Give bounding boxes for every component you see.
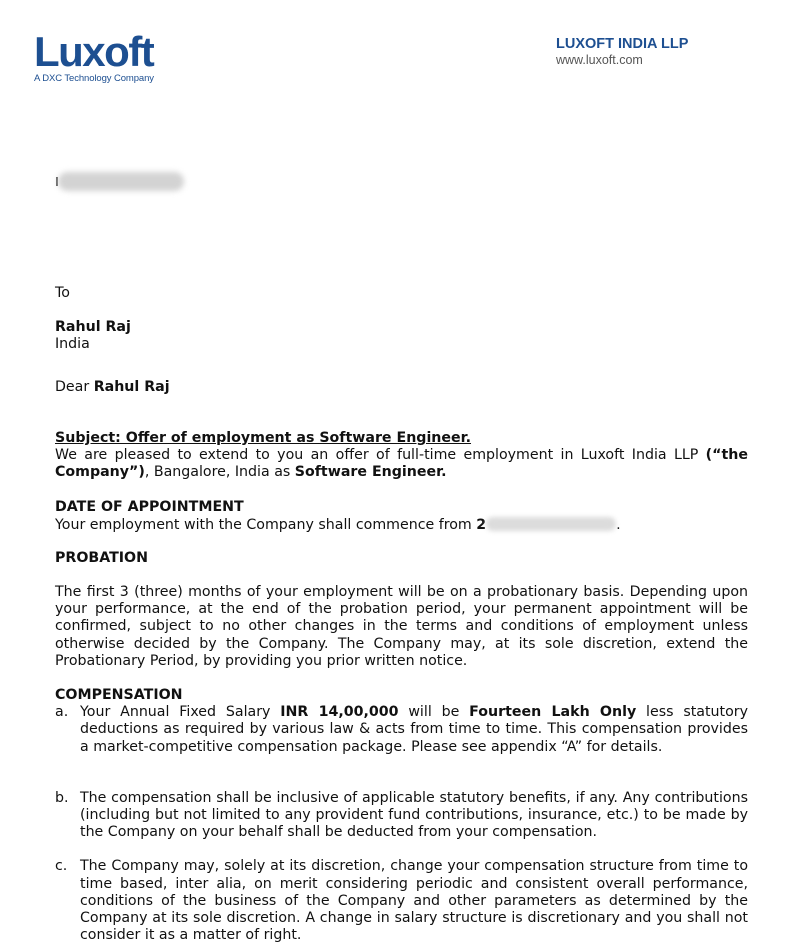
recipient-country: India bbox=[55, 336, 90, 353]
date-text: Your employment with the Company shall commence from bbox=[55, 516, 477, 533]
company-url: www.luxoft.com bbox=[556, 53, 643, 67]
compensation-item-a bbox=[55, 704, 748, 756]
compensation-item-c-text: The Company may, solely at its discretion, change your compensation structure from time to time based, inter alia, on merit considering periodic and consistent overall performance, conditions of the business of the Company and other parameters as determined by the Company at its sole discretion. A change in salary structure is discretionary and you shall not consider it as a matter of right. bbox=[80, 858, 748, 944]
salary-text-2: will be bbox=[398, 704, 470, 721]
date-visible: 2 bbox=[476, 516, 487, 533]
redacted-reference bbox=[58, 172, 184, 191]
intro-text-2: , Bangalore, India as bbox=[144, 464, 295, 481]
role-title: Software Engineer. bbox=[294, 464, 447, 481]
intro-paragraph bbox=[55, 447, 748, 481]
list-label: a. bbox=[55, 704, 69, 721]
company-quote: (“the Company”) bbox=[55, 447, 748, 481]
letter-body bbox=[55, 285, 748, 944]
recipient-name: Rahul Raj bbox=[55, 319, 131, 336]
salary-text-3: less statutory deductions as required by various law & acts from time to time. This compensation provides a market-competitive compensation package. Please see appendix “A” for details. bbox=[80, 704, 749, 755]
salutation bbox=[55, 379, 748, 396]
probation-paragraph: The first 3 (three) months of your employment will be on a probationary basis. Depending upon your performance, at the end of the probation period, your permanent appointment will be confirmed, subject to no other changes in the terms and conditions of employment unless otherwise decided by the Company. The Company may, at its sole discretion, extend the Probationary Period, by providing you prior written notice. bbox=[55, 584, 748, 669]
intro-text-1: We are pleased to extend to you an offer of full-time employment in Luxoft India LLP bbox=[55, 447, 706, 464]
salutation-prefix: Dear bbox=[55, 378, 94, 395]
salutation-name: Rahul Raj bbox=[93, 378, 170, 395]
date-heading: DATE OF APPOINTMENT bbox=[55, 499, 244, 516]
subject-line: Subject: Offer of employment as Software Engineer. bbox=[55, 429, 472, 446]
company-name: LUXOFT INDIA LLP bbox=[556, 36, 689, 52]
probation-heading: PROBATION bbox=[55, 549, 148, 566]
company-header bbox=[556, 36, 688, 68]
recipient-block bbox=[55, 319, 748, 353]
compensation-heading: COMPENSATION bbox=[55, 687, 183, 704]
logo-tagline: A DXC Technology Company bbox=[34, 73, 154, 84]
date-end: . bbox=[616, 516, 621, 533]
list-label: b. bbox=[55, 789, 69, 806]
redacted-date bbox=[486, 517, 616, 531]
salary-text-1: Your Annual Fixed Salary bbox=[80, 704, 281, 721]
salary-amount: INR 14,00,000 bbox=[280, 704, 399, 721]
logo-wordmark: Luxoft bbox=[34, 28, 154, 75]
to-label: To bbox=[55, 285, 70, 301]
compensation-item-a-text bbox=[80, 704, 748, 756]
luxoft-logo bbox=[34, 28, 154, 84]
date-line bbox=[55, 517, 748, 534]
list-label: c. bbox=[55, 858, 68, 875]
compensation-item-b-text: The compensation shall be inclusive of applicable statutory benefits, if any. Any contributions (including but not limited to any provident fund contributions, insurance, etc.) to be made by the Company on your behalf shall be deducted from your compensation. bbox=[80, 789, 748, 841]
compensation-item-b bbox=[55, 790, 748, 842]
compensation-item-c bbox=[55, 858, 748, 944]
salary-words: Fourteen Lakh Only bbox=[469, 704, 637, 721]
